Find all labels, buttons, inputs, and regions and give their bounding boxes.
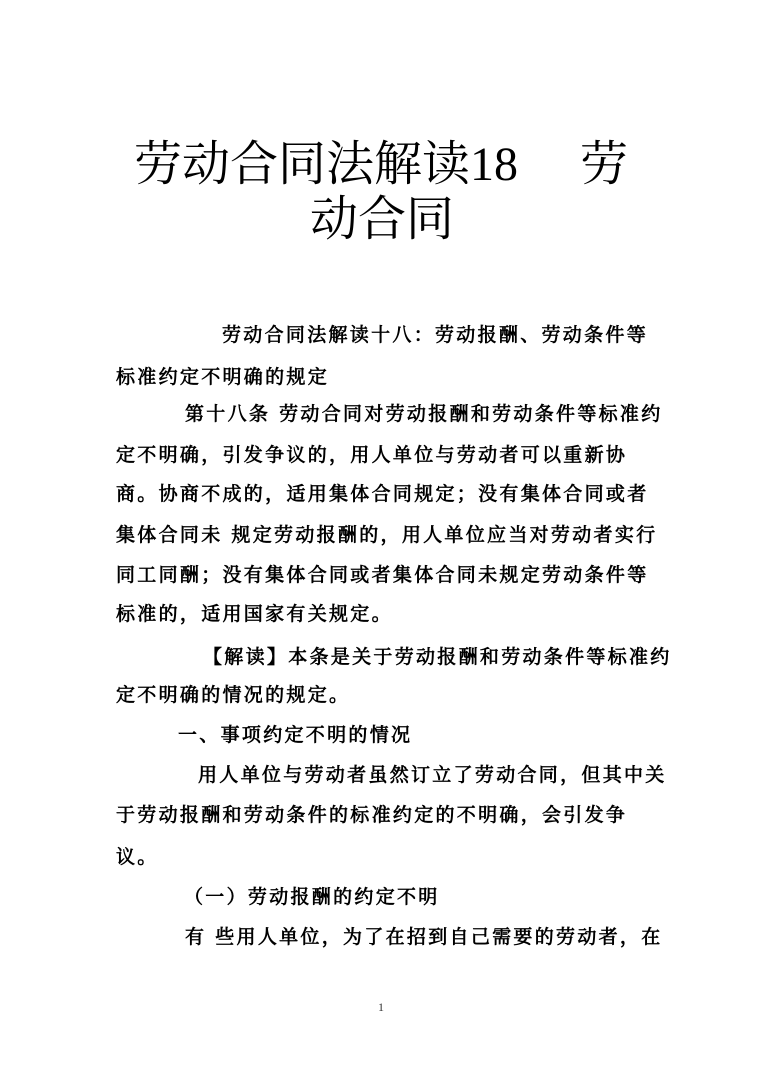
body-line-subtitle: 劳动合同法解读十八：劳动报酬、劳动条件等	[222, 324, 649, 346]
section-heading-1: 一、事项约定不明的情况	[178, 724, 413, 746]
subsection-heading-1: （一）劳动报酬的约定不明	[184, 886, 440, 908]
document-title-line-2: 动合同	[310, 193, 455, 246]
body-line-subsection-1: 有 些用人单位，为了在招到自己需要的劳动者，在	[185, 926, 663, 948]
page-number: 1	[378, 1000, 384, 1014]
body-line-article-cont: 同工同酬；没有集体合同或者集体合同未规定劳动条件等	[116, 564, 649, 586]
body-line-interpretation: 【解读】本条是关于劳动报酬和劳动条件等标准约	[203, 646, 672, 668]
body-line-section-1: 用人单位与劳动者虽然订立了劳动合同，但其中关	[198, 764, 667, 786]
body-line-article-cont: 集体合同未 规定劳动报酬的，用人单位应当对劳动者实行	[116, 524, 658, 546]
title-text-part-2: 劳	[580, 138, 629, 191]
body-line-article-cont: 商。协商不成的，适用集体合同规定；没有集体合同或者	[116, 483, 649, 505]
body-line-article-18: 第十八条 劳动合同对劳动报酬和劳动条件等标准约	[185, 403, 663, 425]
title-text-part-1: 劳动合同法解读18	[134, 138, 519, 191]
body-line-section-1-cont: 议。	[116, 846, 159, 868]
body-line-article-cont: 标准的，适用国家有关规定。	[116, 603, 393, 625]
body-line-interpretation-cont: 定不明确的情况的规定。	[116, 684, 351, 706]
body-line-subtitle-cont: 标准约定不明确的规定	[116, 366, 330, 388]
body-line-article-cont: 定不明确，引发争议的，用人单位与劳动者可以重新协	[116, 444, 628, 466]
body-line-section-1-cont: 于劳动报酬和劳动条件的标准约定的不明确，会引发争	[116, 804, 628, 826]
document-title-line-1	[134, 138, 634, 192]
